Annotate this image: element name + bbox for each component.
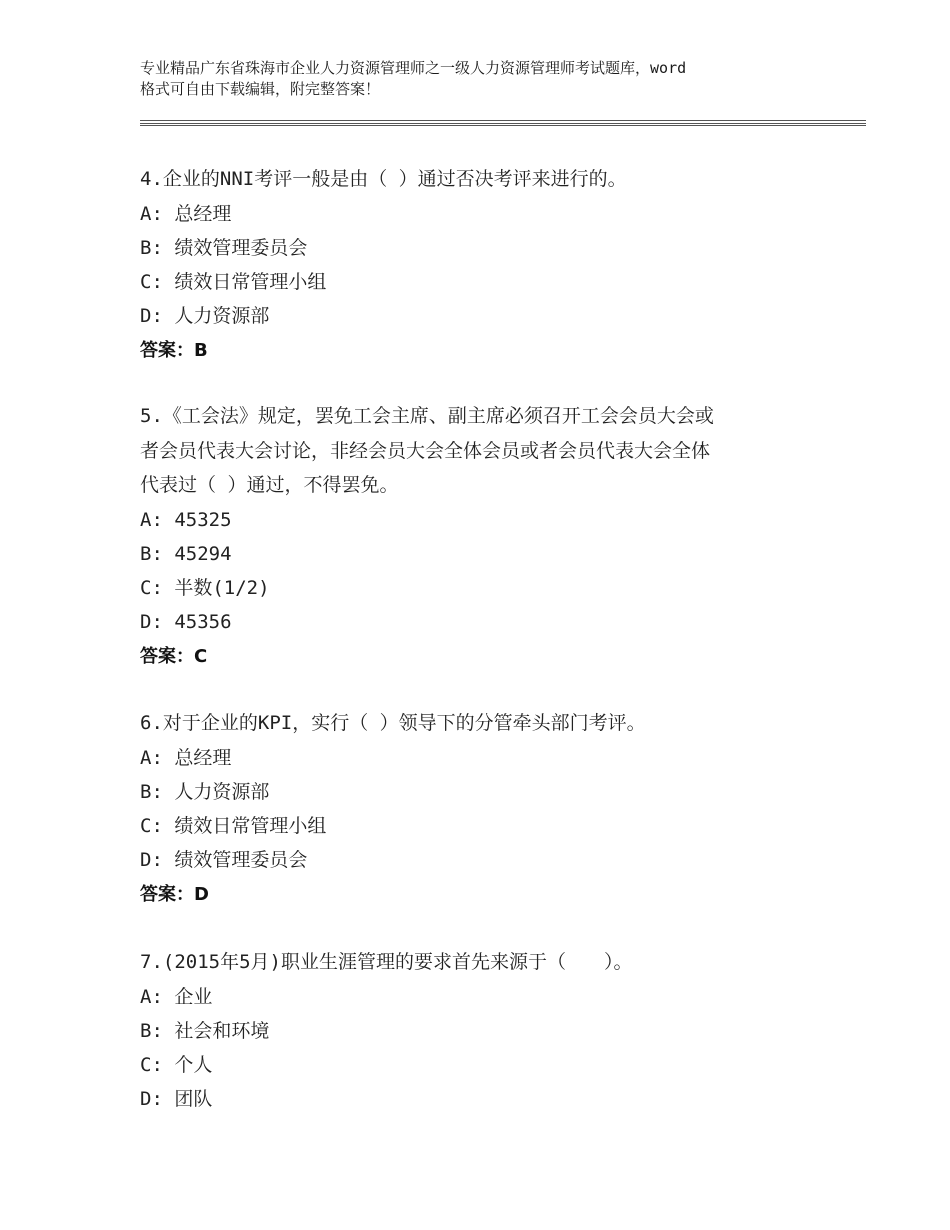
option-d: D: 绩效管理委员会	[140, 849, 308, 872]
option-c: C: 个人	[140, 1054, 213, 1077]
header-line-1: 专业精品广东省珠海市企业人力资源管理师之一级人力资源管理师考试题库，word	[140, 59, 687, 77]
option-b: B: 社会和环境	[140, 1019, 270, 1042]
header-divider-secondary	[140, 125, 866, 126]
question-stem-line-1: 5.《工会法》规定，罢免工会主席、副主席必须召开工会会员大会或	[140, 405, 714, 427]
option-c: C: 绩效日常管理小组	[140, 815, 327, 838]
option-b: B: 人力资源部	[140, 780, 270, 803]
document-header	[140, 58, 830, 100]
option-a: A: 45325	[140, 508, 232, 531]
option-b: B: 45294	[140, 542, 232, 565]
option-d: D: 45356	[140, 611, 232, 634]
answer: 答案：D	[140, 883, 209, 905]
header-line-2: 格式可自由下载编辑，附完整答案！	[140, 80, 381, 98]
option-c: C: 半数(1/2)	[140, 577, 270, 600]
header-divider	[140, 120, 866, 124]
question-4	[140, 162, 820, 368]
option-a: A: 总经理	[140, 746, 232, 769]
option-b: B: 绩效管理委员会	[140, 236, 308, 259]
question-stem-line-2: 者会员代表大会讨论，非经会员大会全体会员或者会员代表大会全体	[140, 439, 711, 462]
option-a: A: 企业	[140, 985, 213, 1008]
question-stem-line-3: 代表过（ ）通过，不得罢免。	[140, 474, 399, 496]
answer: 答案：B	[140, 339, 208, 361]
question-stem: 4.企业的NNI考评一般是由（ ）通过否决考评来进行的。	[140, 168, 627, 190]
option-a: A: 总经理	[140, 202, 232, 225]
answer: 答案：C	[140, 645, 208, 667]
question-6	[140, 706, 820, 912]
option-d: D: 人力资源部	[140, 305, 270, 328]
question-stem: 6.对于企业的KPI，实行（ ）领导下的分管牵头部门考评。	[140, 712, 646, 734]
question-stem: 7.(2015年5月)职业生涯管理的要求首先来源于（ ）。	[140, 951, 633, 973]
question-5	[140, 399, 820, 674]
option-c: C: 绩效日常管理小组	[140, 271, 327, 294]
option-d: D: 团队	[140, 1088, 213, 1111]
question-7	[140, 945, 820, 1117]
